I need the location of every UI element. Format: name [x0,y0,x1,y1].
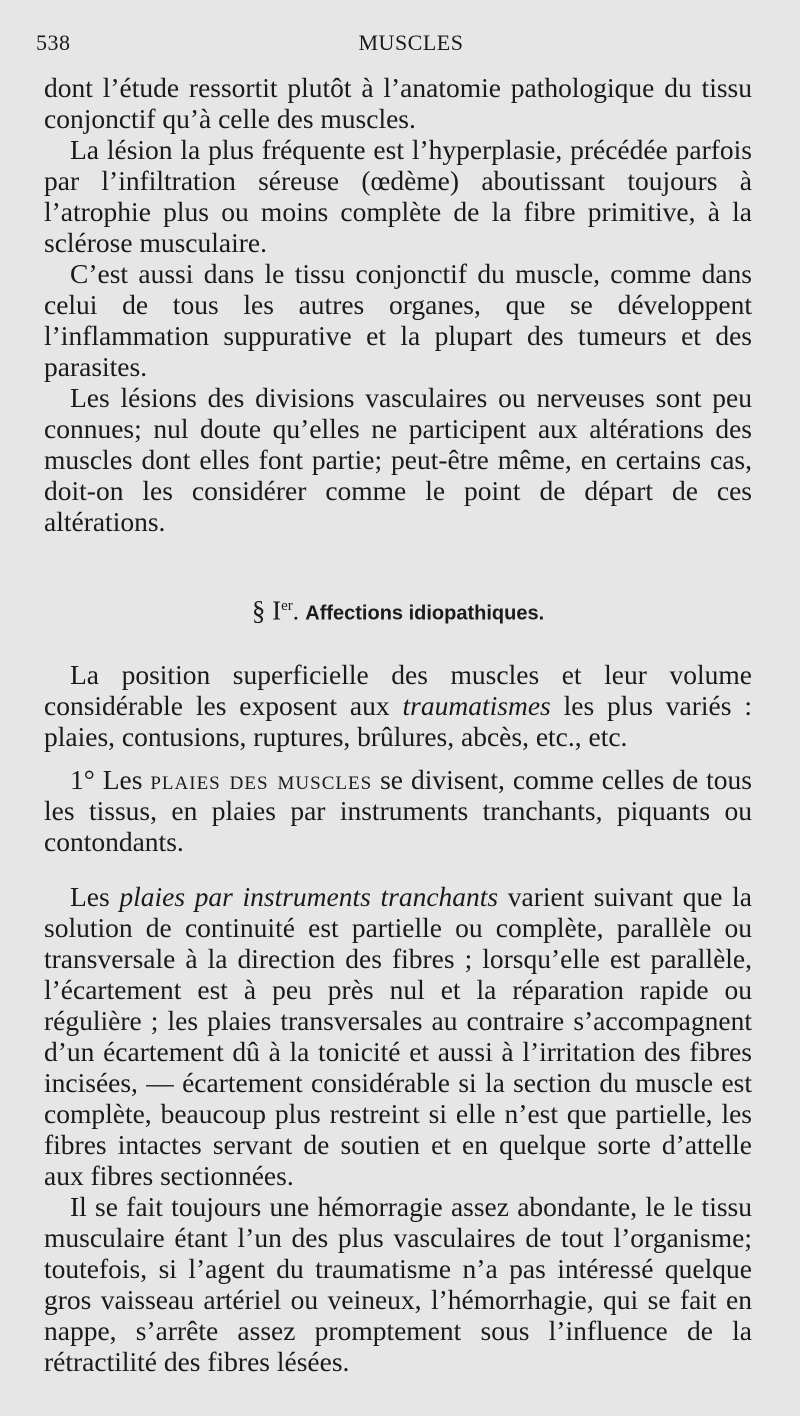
p6-after: se divisent, comme celles de tous les tissus, en plaies par instruments tranchants, piquants ou contondants. [44,764,753,858]
section-title: Affections idiopathiques. [305,602,545,625]
p5-after: les plus variés : plaies, contusions, ruptures, brûlures, abcès, etc., etc. [44,690,752,753]
section-dot: . [292,598,306,626]
running-title: MUSCLES [358,30,464,55]
paragraph-continuation: dont l’étude ressortit plutôt à l’anatomie pathologique du tissu conjonctif qu’à celle des muscles. [44,72,752,134]
page-number: 538 [36,30,71,55]
p5-italic: traumatismes [402,690,551,722]
p6-smallcaps: plaies des muscles [150,764,373,796]
section-heading [44,591,752,629]
p7-italic: plaies par instruments tranchants [119,881,499,913]
paragraph-plaies-des-muscles [44,764,752,857]
section-superscript: er [281,598,293,614]
paragraph-tissu-conjonctif: C’est aussi dans le tissu conjonctif du muscle, comme dans celui de tous les autres organes, que se développent l’inflammation suppurative et la plupart des tumeurs et des parasites. [44,258,752,382]
paragraph-traumatismes [44,659,752,752]
paragraph-hemorragie: Il se fait toujours une hémorragie assez abondante, le le tissu musculaire étant l’un des plus vasculaires de tout l’organisme; toutefois, si l’agent du traumatisme n’a pas intéressé quelque gros vaisseau artériel ou veineux, l’hémorrhagie, qui se fait en nappe, s’arrête assez promptement sous l’influence de la rétractilité des fibres lésées. [44,1191,752,1378]
p7-after: varient suivant que la solution de continuité est partielle ou complète, parallèle ou transversale à la direction des fibres ; lorsqu’elle est parallèle, l’écartement est à peu près nul et la réparation rapide ou régulière ; les plaies transversales au contraire s’accompagnent d’un écartement dû à la tonicité et aussi à l’irritation des fibres incisées, — écartement considérable si la section du muscle est complète, beaucoup plus restreint si elle n’est que partielle, les fibres intactes servant de soutien et en quelque sorte d’attelle aux fibres sectionnées. [44,881,752,1192]
p7-lead: Les [70,881,120,913]
p6-lead: 1° Les [70,764,151,796]
page-header [36,30,756,60]
paragraph-hyperplasie: La lésion la plus fréquente est l’hyperplasie, précédée parfois par l’infiltration séreuse (œdème) aboutissant toujours à l’atrophie plus ou moins complète de la fibre primitive, à la sclérose musculaire. [44,134,752,258]
page-body [44,72,752,1377]
paragraph-lesions-vasculaires: Les lésions des divisions vasculaires ou nerveuses sont peu connues; nul doute qu’elles ne participent aux altérations des muscles dont elles font partie; peut-être même, en certains cas, doit-on les considérer comme le point de départ de ces altérations. [44,382,752,537]
p5-before: La position superficielle des muscles et leur volume considérable les exposent aux [44,659,752,722]
paragraph-plaies-tranchantes [44,881,752,1191]
section-symbol: § I [251,595,282,626]
